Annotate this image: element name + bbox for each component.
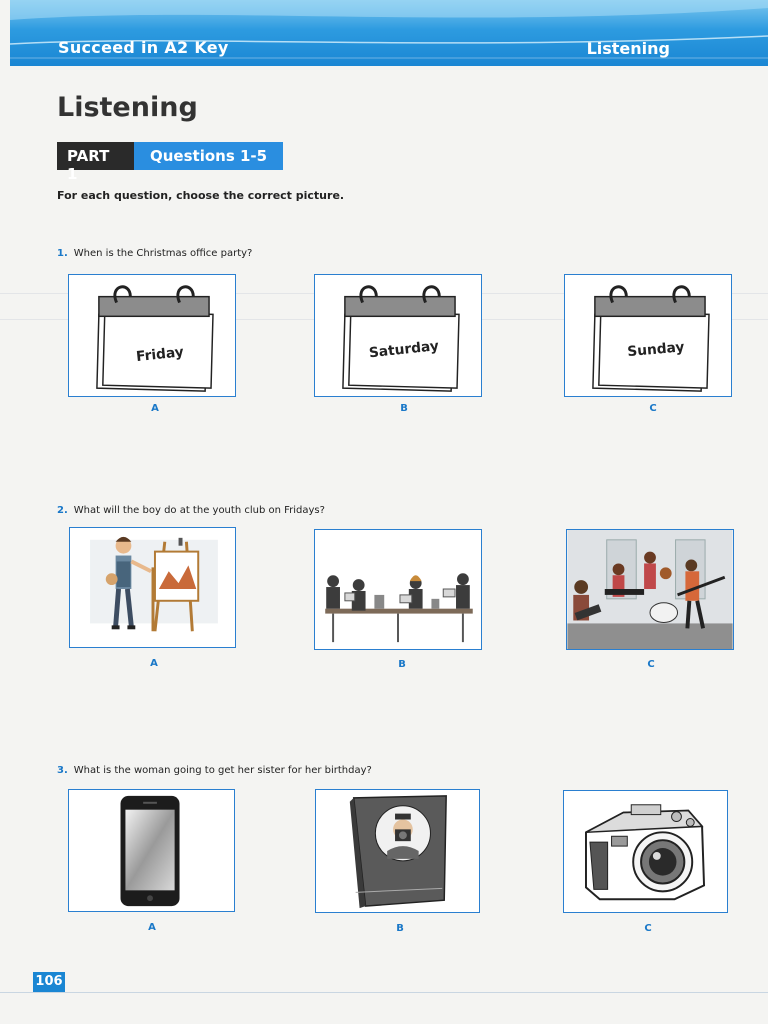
question-text: What is the woman going to get her sister for her birthday? xyxy=(73,765,372,776)
option-letter: A xyxy=(151,403,159,414)
instruction: For each question, choose the correct picture. xyxy=(57,189,345,202)
people-reading-icon xyxy=(315,530,481,649)
option-letter: C xyxy=(647,659,655,670)
option-2a[interactable] xyxy=(69,527,236,648)
calendar-icon xyxy=(565,275,731,396)
questions-range-label: Questions 1-5 xyxy=(134,142,283,170)
option-letter: A xyxy=(150,658,158,669)
option-2c[interactable] xyxy=(566,529,734,650)
mobile-phone-icon xyxy=(69,790,234,911)
question-number: 3. xyxy=(57,765,68,776)
question-1 xyxy=(57,248,252,259)
option-letter: B xyxy=(396,923,404,934)
option-letter: B xyxy=(398,659,406,670)
photography-book-icon xyxy=(316,790,479,912)
question-number: 1. xyxy=(57,248,68,259)
page-title: Listening xyxy=(57,92,198,123)
boy-painting-icon xyxy=(70,528,235,647)
option-letter: B xyxy=(400,403,408,414)
part-bar xyxy=(57,142,283,183)
calendar-day-text: Sunday xyxy=(626,339,686,361)
option-3b[interactable] xyxy=(315,789,480,913)
option-letter: A xyxy=(148,922,156,933)
section-label: Listening xyxy=(586,39,670,58)
footer-divider xyxy=(0,992,768,993)
question-text: When is the Christmas office party? xyxy=(73,248,253,259)
option-3c[interactable] xyxy=(563,790,728,913)
question-number: 2. xyxy=(57,505,68,516)
option-3a[interactable] xyxy=(68,789,235,912)
option-1b[interactable] xyxy=(314,274,482,397)
option-letter: C xyxy=(644,923,652,934)
option-2b[interactable] xyxy=(314,529,482,650)
header-banner xyxy=(10,0,768,66)
option-1a[interactable] xyxy=(68,274,236,397)
calendar-icon xyxy=(69,275,235,396)
camera-icon xyxy=(564,791,727,912)
band-playing-music-icon xyxy=(567,530,733,649)
option-1c[interactable] xyxy=(564,274,732,397)
option-letter: C xyxy=(649,403,657,414)
calendar-day-text: Friday xyxy=(135,344,185,366)
question-2 xyxy=(57,505,325,516)
page-number: 106 xyxy=(33,972,65,992)
calendar-day-text: Saturday xyxy=(368,338,440,362)
calendar-icon xyxy=(315,275,481,396)
part-label: PART 1 xyxy=(57,142,134,170)
question-3 xyxy=(57,765,372,776)
book-title: Succeed in A2 Key xyxy=(58,38,229,57)
question-text: What will the boy do at the youth club on Fridays? xyxy=(73,505,325,516)
